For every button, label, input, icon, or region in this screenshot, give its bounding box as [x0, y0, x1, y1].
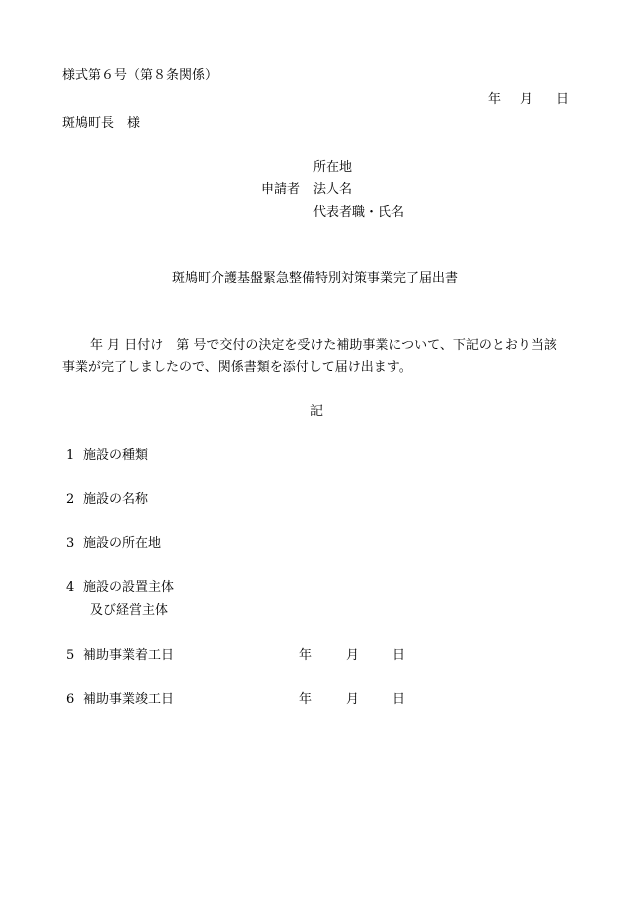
- applicant-label: 申請者: [261, 182, 301, 197]
- item-label-completion-date: 補助事業竣工日: [83, 692, 175, 707]
- start-date-day-label: 日: [392, 648, 406, 663]
- completion-date-month-label: 月: [346, 692, 360, 707]
- date-day-label: 日: [556, 92, 570, 107]
- item-label-start-date: 補助事業着工日: [83, 648, 175, 663]
- corporation-name-label: 法人名: [313, 182, 353, 197]
- body-paragraph: [62, 335, 578, 379]
- item-number: 5: [66, 648, 75, 663]
- item-number: 1: [66, 448, 75, 463]
- item-label-establisher: 施設の設置主体: [83, 580, 175, 595]
- item-label-facility-name: 施設の名称: [83, 492, 149, 507]
- item-number: 4: [66, 580, 75, 595]
- completion-date-day-label: 日: [392, 692, 406, 707]
- item-sublabel-operator: 及び経営主体: [90, 603, 169, 618]
- date-year-label: 年: [488, 92, 502, 107]
- document-title: 斑鳩町介護基盤緊急整備特別対策事業完了届出書: [172, 271, 459, 286]
- representative-label: 代表者職・氏名: [313, 205, 405, 220]
- addressee: 斑鳩町長 様: [62, 116, 141, 131]
- item-label-facility-location: 施設の所在地: [83, 536, 162, 551]
- form-number: 様式第６号（第８条関係）: [62, 68, 219, 83]
- ki-heading: 記: [310, 404, 324, 419]
- completion-date-year-label: 年: [299, 692, 313, 707]
- start-date-month-label: 月: [346, 648, 360, 663]
- body-line-1: 年 月 日付け 第 号で交付の決定を受けた補助事業について、下記のとおり当該: [90, 338, 557, 353]
- item-number: 3: [66, 536, 75, 551]
- start-date-year-label: 年: [299, 648, 313, 663]
- item-label-facility-type: 施設の種類: [83, 448, 149, 463]
- item-number: 2: [66, 492, 75, 507]
- body-line-2: 事業が完了しましたので、関係書類を添付して届け出ます。: [62, 360, 412, 375]
- item-number: 6: [66, 692, 75, 707]
- date-month-label: 月: [520, 92, 534, 107]
- address-label: 所在地: [313, 160, 353, 175]
